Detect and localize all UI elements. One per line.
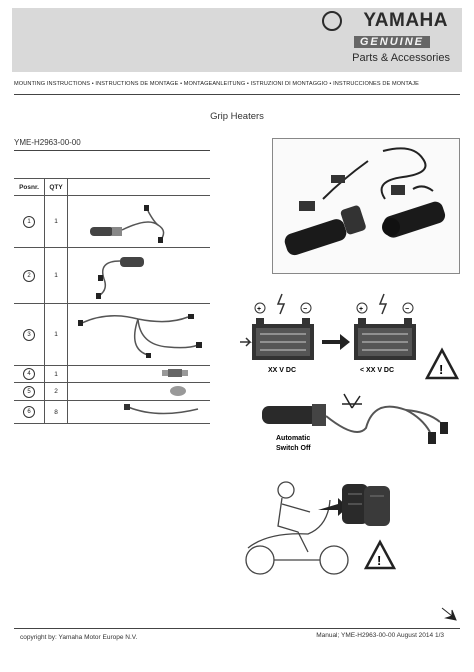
divider-bottom: [14, 628, 460, 629]
grip-icon: [262, 406, 318, 424]
brand-name: YAMAHA: [363, 10, 448, 31]
automatic-label: Automatic: [276, 435, 311, 442]
minus-symbol-left: −: [303, 306, 308, 313]
grip-heater-right-drawing: [68, 249, 208, 301]
manual-reference: Manual; YME-H2963-00-00 August 2014 1/3: [316, 632, 444, 639]
table-row: [14, 401, 210, 424]
table-row: [14, 196, 210, 248]
plus-symbol-left: +: [257, 306, 262, 313]
fuse-holder-drawing: [68, 366, 208, 380]
position-number: 2: [23, 270, 35, 282]
grip-heater-image: [68, 196, 211, 248]
table-header-row: [14, 179, 210, 196]
pad-image: [68, 383, 211, 401]
position-number: 4: [23, 368, 35, 380]
table-row: [14, 304, 210, 366]
switch-off-label: Switch Off: [276, 445, 311, 452]
table-row: [14, 383, 210, 401]
mounting-instructions-line: MOUNTING INSTRUCTIONS • INSTRUCTIONS DE MONTAGE • MONTAGEANLEITUNG • ISTRUZIONI DI MONTAGGIO • INSTRUCCIONES DE MONTAJE: [14, 81, 419, 87]
cable-tie-image: [68, 401, 211, 424]
minus-symbol-right: −: [405, 306, 410, 313]
yamaha-tuning-fork-logo: [322, 11, 342, 31]
battery-left: [240, 294, 314, 360]
fuse-holder-image: [68, 366, 211, 383]
grip-heater-right-image: [68, 248, 211, 304]
parts-table: [14, 178, 210, 424]
adhesive-pad-drawing: [68, 383, 208, 398]
battery-voltage-diagram: [240, 290, 470, 390]
part-number: YME-H2963-00-00: [14, 138, 81, 147]
arrow-right-icon: [322, 334, 350, 350]
grip-heater-left-drawing: [68, 197, 208, 245]
quantity: 1: [45, 196, 68, 248]
warning-triangle-icon: [427, 350, 457, 378]
table-row: [14, 366, 210, 383]
product-photo-drawing: [273, 139, 459, 273]
battery-right-voltage: < XX V DC: [360, 367, 395, 374]
quantity: 8: [45, 401, 68, 424]
position-number: 5: [23, 386, 35, 398]
column-header-posnr: Posnr.: [14, 179, 45, 196]
wiring-harness-image: [68, 304, 211, 366]
position-number: 1: [23, 216, 35, 228]
genuine-badge: GENUINE: [354, 36, 430, 48]
document-title: Grip Heaters: [210, 111, 264, 122]
column-header-qty: QTY: [45, 179, 68, 196]
divider-top: [14, 94, 460, 95]
copyright-text: copyright by: Yamaha Motor Europe N.V.: [20, 634, 138, 641]
next-page-arrow-icon: [440, 604, 458, 622]
part-number-underline: [14, 150, 210, 151]
quantity: 1: [45, 304, 68, 366]
cable-tie-drawing: [68, 401, 208, 421]
column-header-image: [68, 179, 211, 196]
plus-symbol-right: +: [359, 306, 364, 313]
battery-right: [354, 294, 416, 360]
burst-icon: [342, 394, 362, 408]
quantity: 1: [45, 248, 68, 304]
position-number: 3: [23, 329, 35, 341]
wiring-harness-drawing: [68, 305, 208, 363]
warning-triangle-icon: [366, 542, 394, 568]
battery-left-voltage: XX V DC: [268, 367, 297, 374]
automatic-switch-off-diagram: [256, 388, 466, 478]
scooter-gloves-illustration: [238, 476, 464, 586]
parts-accessories-label: Parts & Accessories: [352, 52, 450, 64]
table-row: [14, 248, 210, 304]
product-photo: [272, 138, 460, 274]
gloves-drawing: [342, 484, 390, 526]
scooter-rider-drawing: [246, 482, 348, 574]
svg-text:!: !: [439, 362, 444, 377]
svg-text:!: !: [377, 553, 382, 568]
quantity: 2: [45, 383, 68, 401]
position-number: 6: [23, 406, 35, 418]
quantity: 1: [45, 366, 68, 383]
